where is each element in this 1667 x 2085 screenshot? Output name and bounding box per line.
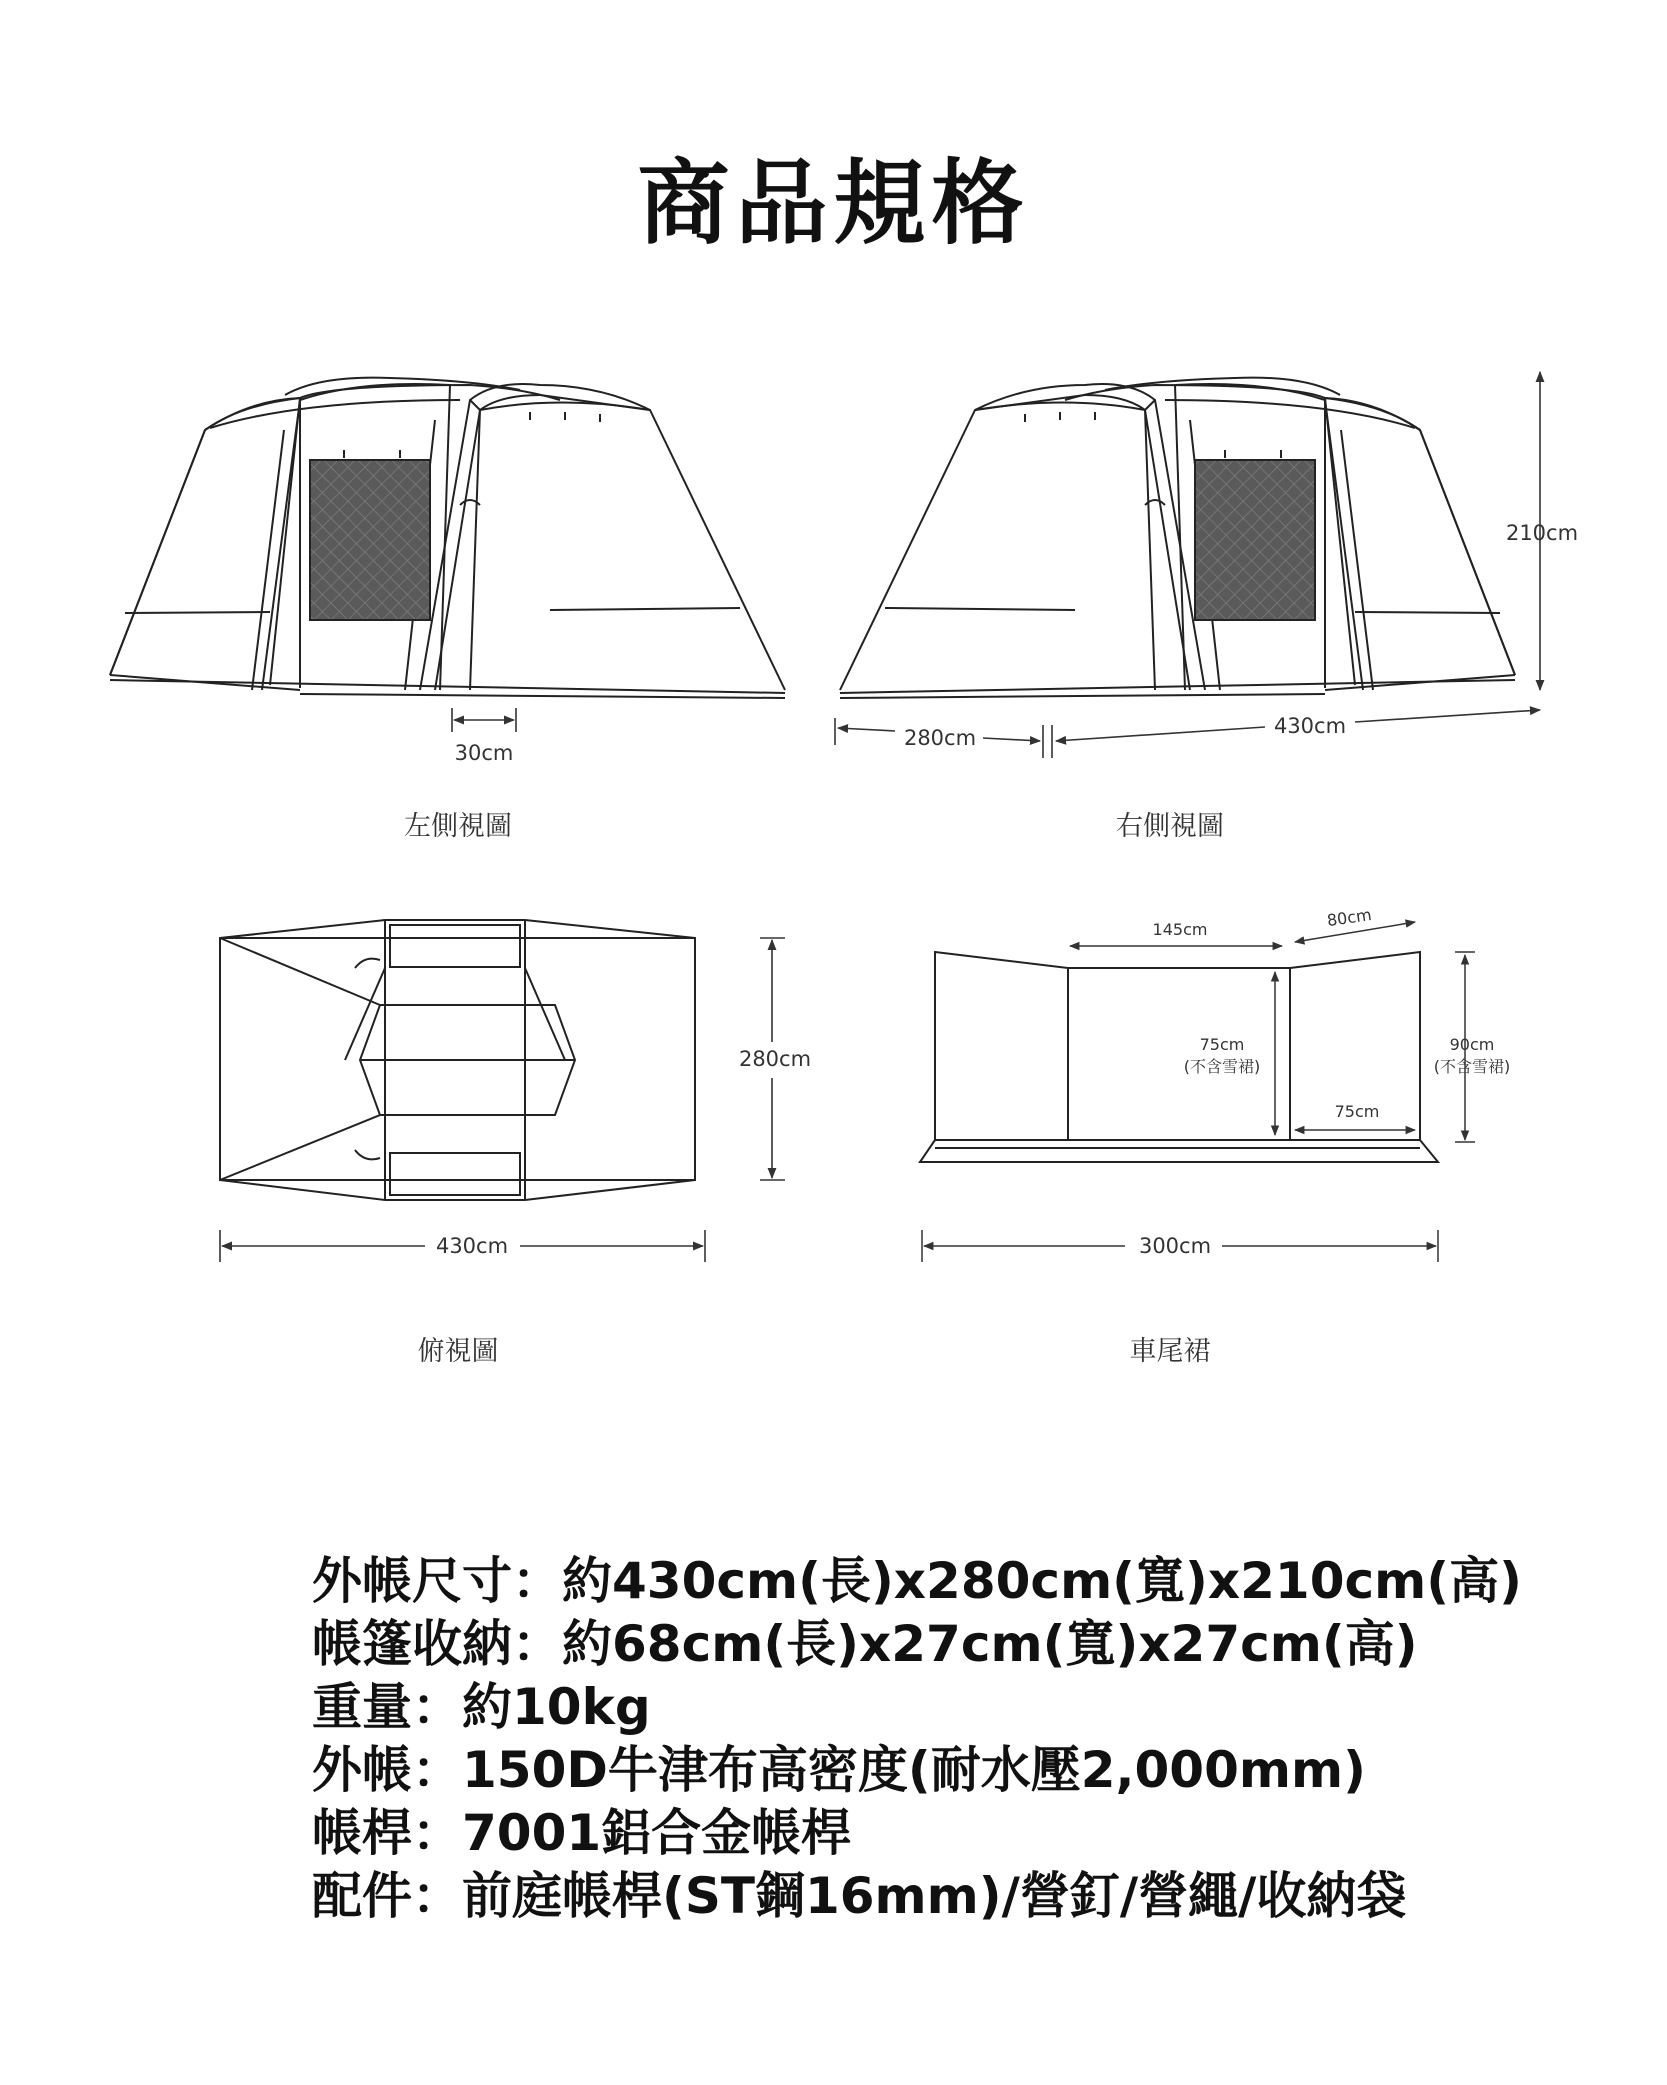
left-mesh-window bbox=[310, 460, 430, 620]
right-dims bbox=[835, 372, 1540, 758]
left-side-view bbox=[110, 378, 785, 698]
spec-accessories: 配件：前庭帳桿(ST鋼16mm)/營釘/營繩/收納袋 bbox=[312, 1867, 1407, 1925]
skirt-dim-75-note: (不含雪裙) bbox=[1183, 1057, 1261, 1076]
skirt-dim-300-label: 300cm bbox=[1138, 1234, 1212, 1258]
top-dims bbox=[220, 938, 785, 1262]
right-view-caption: 右側視圖 bbox=[1116, 811, 1224, 842]
top-view bbox=[220, 920, 695, 1200]
right-dim-430-label: 430cm bbox=[1273, 714, 1347, 738]
skirt-dims bbox=[922, 922, 1475, 1262]
top-view-caption: 俯視圖 bbox=[417, 1336, 499, 1367]
skirt-dim-90-label: 90cm bbox=[1449, 1035, 1495, 1054]
spec-packed-size: 帳篷收納：約68cm(長)x27cm(寬)x27cm(高) bbox=[312, 1615, 1418, 1673]
left-view-caption: 左側視圖 bbox=[404, 811, 512, 842]
top-dim-430-label: 430cm bbox=[435, 1234, 509, 1258]
spec-outer-size: 外帳尺寸：約430cm(長)x280cm(寬)x210cm(高) bbox=[312, 1552, 1522, 1610]
skirt-dim-75-label: 75cm bbox=[1199, 1035, 1245, 1054]
right-dim-210-label: 210cm bbox=[1505, 521, 1579, 545]
spec-weight: 重量：約10kg bbox=[312, 1678, 651, 1736]
spec-list bbox=[312, 1550, 1612, 1928]
skirt-view-caption: 車尾裙 bbox=[1129, 1336, 1211, 1367]
spec-fabric: 外帳：150D牛津布高密度(耐水壓2,000mm) bbox=[312, 1741, 1366, 1799]
page-title: 商品規格 bbox=[637, 150, 1030, 257]
skirt-dim-90-note: (不含雪裙) bbox=[1433, 1057, 1511, 1076]
right-dim-280-label: 280cm bbox=[903, 726, 977, 750]
skirt-dim-80-label: 80cm bbox=[1325, 905, 1373, 931]
spec-poles: 帳桿：7001鋁合金帳桿 bbox=[312, 1804, 852, 1862]
skirt-dim-75b-label: 75cm bbox=[1334, 1102, 1380, 1121]
right-side-view bbox=[840, 378, 1515, 698]
top-dim-280-label: 280cm bbox=[738, 1047, 812, 1071]
left-dim-30 bbox=[452, 708, 516, 732]
skirt-dim-145-label: 145cm bbox=[1152, 920, 1208, 939]
left-dim-30-label: 30cm bbox=[454, 741, 514, 765]
